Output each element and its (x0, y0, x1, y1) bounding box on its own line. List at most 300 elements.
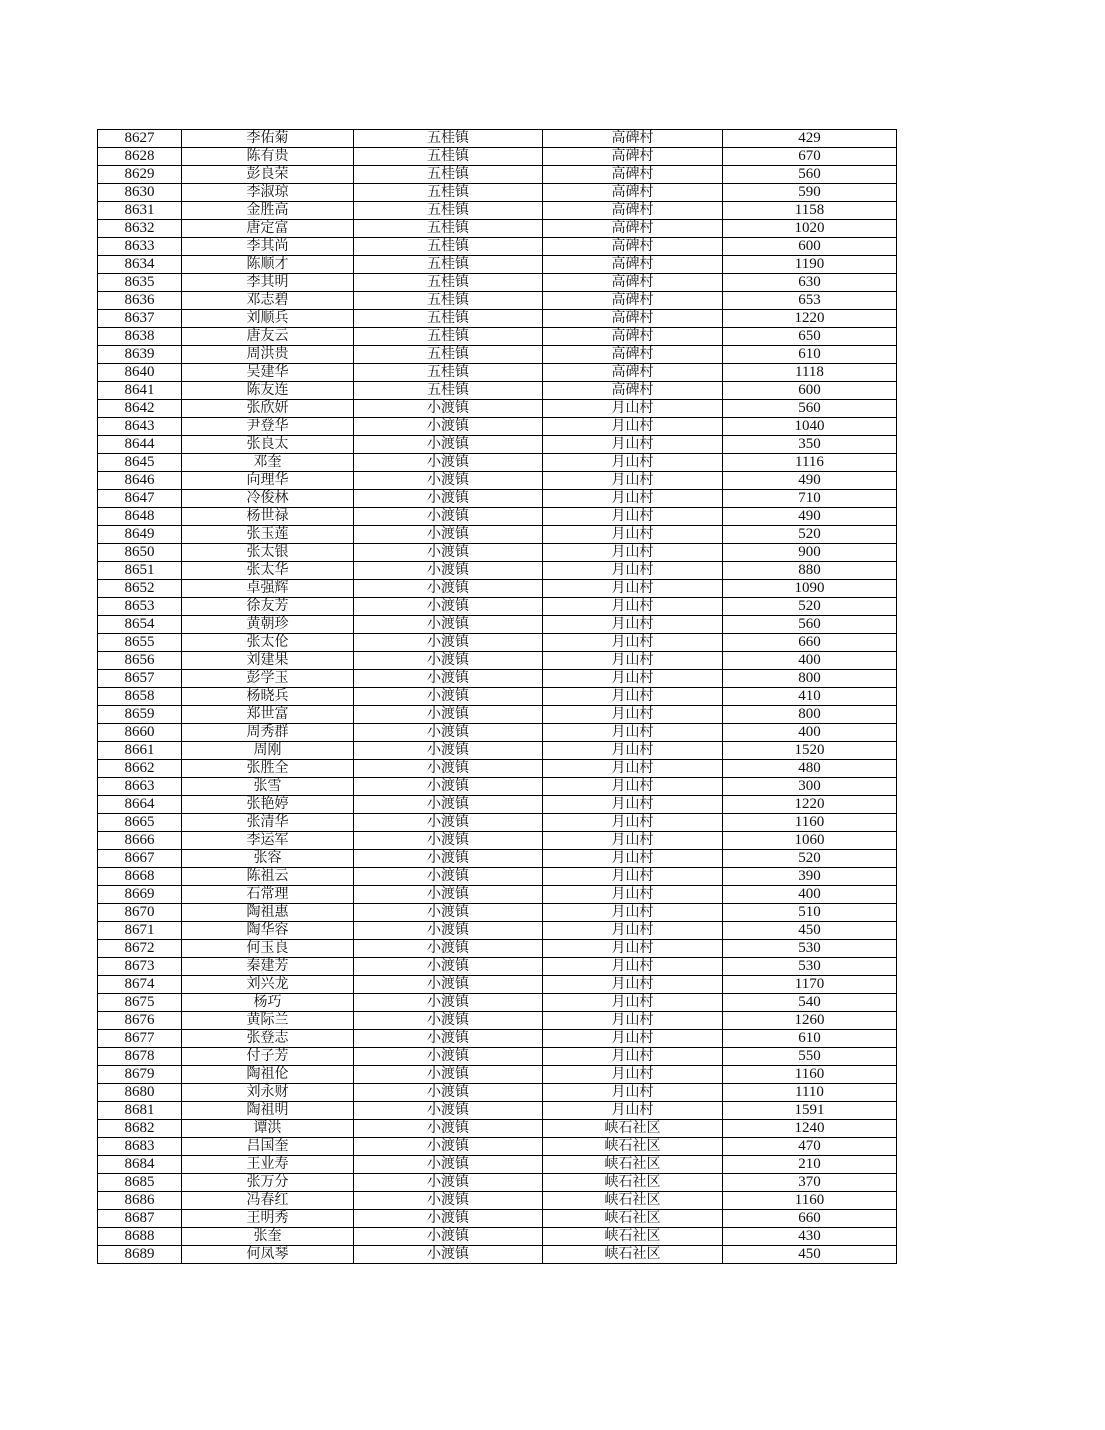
town-cell: 小渡镇 (354, 1048, 543, 1066)
amount-cell: 1160 (723, 1192, 897, 1210)
amount-cell: 1190 (723, 256, 897, 274)
town-cell: 小渡镇 (354, 454, 543, 472)
name-cell: 陶华容 (182, 922, 354, 940)
town-cell: 小渡镇 (354, 1066, 543, 1084)
table-row (98, 1030, 897, 1048)
town-cell: 五桂镇 (354, 310, 543, 328)
town-cell: 小渡镇 (354, 436, 543, 454)
amount-cell: 210 (723, 1156, 897, 1174)
name-cell: 王明秀 (182, 1210, 354, 1228)
amount-cell: 520 (723, 598, 897, 616)
row-number-cell: 8643 (98, 418, 182, 436)
row-number-cell: 8656 (98, 652, 182, 670)
town-cell: 小渡镇 (354, 580, 543, 598)
town-cell: 小渡镇 (354, 796, 543, 814)
table-row (98, 292, 897, 310)
table-row (98, 1156, 897, 1174)
table-row (98, 130, 897, 148)
row-number-cell: 8660 (98, 724, 182, 742)
town-cell: 五桂镇 (354, 382, 543, 400)
row-number-cell: 8633 (98, 238, 182, 256)
table-row (98, 958, 897, 976)
row-number-cell: 8664 (98, 796, 182, 814)
amount-cell: 1160 (723, 814, 897, 832)
table-row (98, 922, 897, 940)
row-number-cell: 8668 (98, 868, 182, 886)
row-number-cell: 8628 (98, 148, 182, 166)
town-cell: 小渡镇 (354, 904, 543, 922)
row-number-cell: 8679 (98, 1066, 182, 1084)
row-number-cell: 8651 (98, 562, 182, 580)
table-row (98, 904, 897, 922)
amount-cell: 300 (723, 778, 897, 796)
table-row (98, 688, 897, 706)
town-cell: 小渡镇 (354, 1084, 543, 1102)
amount-cell: 600 (723, 382, 897, 400)
name-cell: 张雪 (182, 778, 354, 796)
town-cell: 小渡镇 (354, 850, 543, 868)
row-number-cell: 8635 (98, 274, 182, 292)
table-row (98, 256, 897, 274)
table-row (98, 1066, 897, 1084)
town-cell: 小渡镇 (354, 1210, 543, 1228)
name-cell: 郑世富 (182, 706, 354, 724)
amount-cell: 600 (723, 238, 897, 256)
village-cell: 月山村 (543, 1066, 723, 1084)
row-number-cell: 8663 (98, 778, 182, 796)
amount-cell: 1591 (723, 1102, 897, 1120)
amount-cell: 1116 (723, 454, 897, 472)
town-cell: 小渡镇 (354, 1102, 543, 1120)
town-cell: 小渡镇 (354, 598, 543, 616)
village-cell: 月山村 (543, 598, 723, 616)
village-cell: 峡石社区 (543, 1228, 723, 1246)
village-cell: 月山村 (543, 976, 723, 994)
town-cell: 小渡镇 (354, 490, 543, 508)
table-row (98, 868, 897, 886)
village-cell: 月山村 (543, 580, 723, 598)
village-cell: 月山村 (543, 958, 723, 976)
town-cell: 小渡镇 (354, 1228, 543, 1246)
name-cell: 张艳婷 (182, 796, 354, 814)
name-cell: 秦建芳 (182, 958, 354, 976)
name-cell: 张玉莲 (182, 526, 354, 544)
amount-cell: 610 (723, 346, 897, 364)
village-cell: 月山村 (543, 796, 723, 814)
table-row (98, 328, 897, 346)
name-cell: 张万分 (182, 1174, 354, 1192)
table-row (98, 652, 897, 670)
town-cell: 小渡镇 (354, 1138, 543, 1156)
amount-cell: 429 (723, 130, 897, 148)
row-number-cell: 8678 (98, 1048, 182, 1066)
table-row (98, 310, 897, 328)
row-number-cell: 8642 (98, 400, 182, 418)
row-number-cell: 8657 (98, 670, 182, 688)
amount-cell: 900 (723, 544, 897, 562)
table-row (98, 832, 897, 850)
table-row (98, 454, 897, 472)
town-cell: 小渡镇 (354, 832, 543, 850)
village-cell: 月山村 (543, 904, 723, 922)
row-number-cell: 8661 (98, 742, 182, 760)
name-cell: 刘兴龙 (182, 976, 354, 994)
amount-cell: 400 (723, 652, 897, 670)
amount-cell: 800 (723, 670, 897, 688)
data-table (97, 129, 897, 1264)
name-cell: 周秀群 (182, 724, 354, 742)
name-cell: 张太伦 (182, 634, 354, 652)
table-row (98, 472, 897, 490)
amount-cell: 530 (723, 958, 897, 976)
row-number-cell: 8627 (98, 130, 182, 148)
amount-cell: 1060 (723, 832, 897, 850)
table-row (98, 580, 897, 598)
village-cell: 月山村 (543, 1102, 723, 1120)
row-number-cell: 8648 (98, 508, 182, 526)
village-cell: 月山村 (543, 652, 723, 670)
name-cell: 彭学玉 (182, 670, 354, 688)
town-cell: 小渡镇 (354, 526, 543, 544)
town-cell: 五桂镇 (354, 130, 543, 148)
amount-cell: 520 (723, 526, 897, 544)
village-cell: 峡石社区 (543, 1138, 723, 1156)
amount-cell: 1220 (723, 796, 897, 814)
row-number-cell: 8689 (98, 1246, 182, 1264)
amount-cell: 590 (723, 184, 897, 202)
name-cell: 唐友云 (182, 328, 354, 346)
table-row (98, 148, 897, 166)
table-row (98, 670, 897, 688)
town-cell: 五桂镇 (354, 238, 543, 256)
town-cell: 小渡镇 (354, 742, 543, 760)
table-row (98, 706, 897, 724)
village-cell: 高碑村 (543, 364, 723, 382)
town-cell: 小渡镇 (354, 814, 543, 832)
name-cell: 金胜高 (182, 202, 354, 220)
town-cell: 小渡镇 (354, 1192, 543, 1210)
name-cell: 张欣妍 (182, 400, 354, 418)
name-cell: 冷俊林 (182, 490, 354, 508)
row-number-cell: 8680 (98, 1084, 182, 1102)
name-cell: 徐友芳 (182, 598, 354, 616)
name-cell: 邓志碧 (182, 292, 354, 310)
name-cell: 周刚 (182, 742, 354, 760)
amount-cell: 430 (723, 1228, 897, 1246)
village-cell: 高碑村 (543, 292, 723, 310)
name-cell: 杨晓兵 (182, 688, 354, 706)
amount-cell: 530 (723, 940, 897, 958)
table-row (98, 202, 897, 220)
amount-cell: 550 (723, 1048, 897, 1066)
amount-cell: 450 (723, 922, 897, 940)
table-row (98, 1210, 897, 1228)
village-cell: 月山村 (543, 490, 723, 508)
table-row (98, 544, 897, 562)
town-cell: 五桂镇 (354, 346, 543, 364)
table-row (98, 742, 897, 760)
name-cell: 邓奎 (182, 454, 354, 472)
row-number-cell: 8687 (98, 1210, 182, 1228)
village-cell: 月山村 (543, 508, 723, 526)
amount-cell: 670 (723, 148, 897, 166)
table-row (98, 382, 897, 400)
village-cell: 高碑村 (543, 238, 723, 256)
village-cell: 月山村 (543, 1048, 723, 1066)
name-cell: 陈祖云 (182, 868, 354, 886)
name-cell: 彭良荣 (182, 166, 354, 184)
village-cell: 高碑村 (543, 328, 723, 346)
row-number-cell: 8646 (98, 472, 182, 490)
town-cell: 五桂镇 (354, 274, 543, 292)
name-cell: 何玉良 (182, 940, 354, 958)
table-row (98, 184, 897, 202)
table-row (98, 1138, 897, 1156)
row-number-cell: 8688 (98, 1228, 182, 1246)
amount-cell: 653 (723, 292, 897, 310)
name-cell: 黄朝珍 (182, 616, 354, 634)
name-cell: 石常理 (182, 886, 354, 904)
table-row (98, 220, 897, 238)
village-cell: 月山村 (543, 472, 723, 490)
amount-cell: 1110 (723, 1084, 897, 1102)
name-cell: 李其尚 (182, 238, 354, 256)
village-cell: 峡石社区 (543, 1192, 723, 1210)
name-cell: 卓强辉 (182, 580, 354, 598)
row-number-cell: 8637 (98, 310, 182, 328)
name-cell: 吴建华 (182, 364, 354, 382)
village-cell: 月山村 (543, 706, 723, 724)
village-cell: 月山村 (543, 634, 723, 652)
village-cell: 月山村 (543, 616, 723, 634)
village-cell: 高碑村 (543, 220, 723, 238)
table-row (98, 976, 897, 994)
village-cell: 月山村 (543, 832, 723, 850)
town-cell: 五桂镇 (354, 328, 543, 346)
village-cell: 高碑村 (543, 166, 723, 184)
row-number-cell: 8658 (98, 688, 182, 706)
village-cell: 峡石社区 (543, 1174, 723, 1192)
town-cell: 小渡镇 (354, 940, 543, 958)
name-cell: 王业寿 (182, 1156, 354, 1174)
village-cell: 月山村 (543, 562, 723, 580)
amount-cell: 470 (723, 1138, 897, 1156)
amount-cell: 350 (723, 436, 897, 454)
table-row (98, 1174, 897, 1192)
row-number-cell: 8630 (98, 184, 182, 202)
village-cell: 峡石社区 (543, 1210, 723, 1228)
amount-cell: 410 (723, 688, 897, 706)
row-number-cell: 8644 (98, 436, 182, 454)
name-cell: 冯春红 (182, 1192, 354, 1210)
town-cell: 小渡镇 (354, 1156, 543, 1174)
amount-cell: 1090 (723, 580, 897, 598)
amount-cell: 1040 (723, 418, 897, 436)
row-number-cell: 8639 (98, 346, 182, 364)
row-number-cell: 8647 (98, 490, 182, 508)
name-cell: 陈有贵 (182, 148, 354, 166)
row-number-cell: 8665 (98, 814, 182, 832)
amount-cell: 390 (723, 868, 897, 886)
row-number-cell: 8654 (98, 616, 182, 634)
row-number-cell: 8671 (98, 922, 182, 940)
amount-cell: 880 (723, 562, 897, 580)
name-cell: 李淑琼 (182, 184, 354, 202)
village-cell: 峡石社区 (543, 1246, 723, 1264)
village-cell: 月山村 (543, 436, 723, 454)
row-number-cell: 8629 (98, 166, 182, 184)
town-cell: 小渡镇 (354, 418, 543, 436)
table-row (98, 166, 897, 184)
name-cell: 谭洪 (182, 1120, 354, 1138)
village-cell: 月山村 (543, 868, 723, 886)
town-cell: 小渡镇 (354, 544, 543, 562)
row-number-cell: 8676 (98, 1012, 182, 1030)
table-row (98, 508, 897, 526)
town-cell: 小渡镇 (354, 652, 543, 670)
row-number-cell: 8666 (98, 832, 182, 850)
row-number-cell: 8686 (98, 1192, 182, 1210)
row-number-cell: 8673 (98, 958, 182, 976)
row-number-cell: 8634 (98, 256, 182, 274)
town-cell: 小渡镇 (354, 976, 543, 994)
row-number-cell: 8638 (98, 328, 182, 346)
village-cell: 月山村 (543, 526, 723, 544)
name-cell: 黄际兰 (182, 1012, 354, 1030)
table-row (98, 1048, 897, 1066)
amount-cell: 1020 (723, 220, 897, 238)
amount-cell: 1170 (723, 976, 897, 994)
town-cell: 小渡镇 (354, 562, 543, 580)
amount-cell: 480 (723, 760, 897, 778)
amount-cell: 1520 (723, 742, 897, 760)
table-row (98, 526, 897, 544)
amount-cell: 400 (723, 886, 897, 904)
town-cell: 小渡镇 (354, 472, 543, 490)
row-number-cell: 8636 (98, 292, 182, 310)
row-number-cell: 8641 (98, 382, 182, 400)
row-number-cell: 8650 (98, 544, 182, 562)
name-cell: 尹登华 (182, 418, 354, 436)
town-cell: 小渡镇 (354, 616, 543, 634)
village-cell: 月山村 (543, 994, 723, 1012)
village-cell: 月山村 (543, 400, 723, 418)
village-cell: 峡石社区 (543, 1120, 723, 1138)
town-cell: 小渡镇 (354, 706, 543, 724)
town-cell: 小渡镇 (354, 1012, 543, 1030)
name-cell: 陈顺才 (182, 256, 354, 274)
village-cell: 高碑村 (543, 310, 723, 328)
table-row (98, 1012, 897, 1030)
row-number-cell: 8670 (98, 904, 182, 922)
table-row (98, 562, 897, 580)
town-cell: 小渡镇 (354, 760, 543, 778)
village-cell: 月山村 (543, 742, 723, 760)
town-cell: 小渡镇 (354, 1174, 543, 1192)
row-number-cell: 8682 (98, 1120, 182, 1138)
town-cell: 五桂镇 (354, 220, 543, 238)
table-row (98, 1192, 897, 1210)
name-cell: 唐定富 (182, 220, 354, 238)
table-row (98, 1102, 897, 1120)
village-cell: 月山村 (543, 850, 723, 868)
name-cell: 陶祖惠 (182, 904, 354, 922)
row-number-cell: 8669 (98, 886, 182, 904)
village-cell: 月山村 (543, 1012, 723, 1030)
village-cell: 高碑村 (543, 148, 723, 166)
town-cell: 小渡镇 (354, 1030, 543, 1048)
row-number-cell: 8681 (98, 1102, 182, 1120)
town-cell: 五桂镇 (354, 148, 543, 166)
row-number-cell: 8631 (98, 202, 182, 220)
town-cell: 小渡镇 (354, 1246, 543, 1264)
town-cell: 小渡镇 (354, 886, 543, 904)
amount-cell: 800 (723, 706, 897, 724)
row-number-cell: 8677 (98, 1030, 182, 1048)
amount-cell: 560 (723, 616, 897, 634)
village-cell: 高碑村 (543, 184, 723, 202)
name-cell: 张太银 (182, 544, 354, 562)
village-cell: 月山村 (543, 778, 723, 796)
amount-cell: 450 (723, 1246, 897, 1264)
amount-cell: 1158 (723, 202, 897, 220)
table-row (98, 1246, 897, 1264)
amount-cell: 650 (723, 328, 897, 346)
row-number-cell: 8675 (98, 994, 182, 1012)
village-cell: 峡石社区 (543, 1156, 723, 1174)
row-number-cell: 8684 (98, 1156, 182, 1174)
town-cell: 小渡镇 (354, 922, 543, 940)
town-cell: 小渡镇 (354, 508, 543, 526)
town-cell: 五桂镇 (354, 364, 543, 382)
name-cell: 陶祖伦 (182, 1066, 354, 1084)
row-number-cell: 8685 (98, 1174, 182, 1192)
name-cell: 李运军 (182, 832, 354, 850)
village-cell: 月山村 (543, 760, 723, 778)
amount-cell: 1240 (723, 1120, 897, 1138)
row-number-cell: 8652 (98, 580, 182, 598)
table-row (98, 1120, 897, 1138)
table-row (98, 274, 897, 292)
town-cell: 五桂镇 (354, 256, 543, 274)
name-cell: 杨巧 (182, 994, 354, 1012)
table-row (98, 634, 897, 652)
amount-cell: 1260 (723, 1012, 897, 1030)
village-cell: 月山村 (543, 1030, 723, 1048)
village-cell: 高碑村 (543, 202, 723, 220)
amount-cell: 560 (723, 166, 897, 184)
table-row (98, 490, 897, 508)
town-cell: 小渡镇 (354, 1120, 543, 1138)
name-cell: 杨世禄 (182, 508, 354, 526)
name-cell: 张奎 (182, 1228, 354, 1246)
row-number-cell: 8632 (98, 220, 182, 238)
town-cell: 小渡镇 (354, 670, 543, 688)
row-number-cell: 8655 (98, 634, 182, 652)
village-cell: 月山村 (543, 1084, 723, 1102)
row-number-cell: 8683 (98, 1138, 182, 1156)
village-cell: 月山村 (543, 886, 723, 904)
village-cell: 高碑村 (543, 256, 723, 274)
village-cell: 月山村 (543, 940, 723, 958)
amount-cell: 1118 (723, 364, 897, 382)
village-cell: 月山村 (543, 814, 723, 832)
name-cell: 张胜全 (182, 760, 354, 778)
name-cell: 吕国奎 (182, 1138, 354, 1156)
table-row (98, 598, 897, 616)
village-cell: 高碑村 (543, 346, 723, 364)
row-number-cell: 8662 (98, 760, 182, 778)
